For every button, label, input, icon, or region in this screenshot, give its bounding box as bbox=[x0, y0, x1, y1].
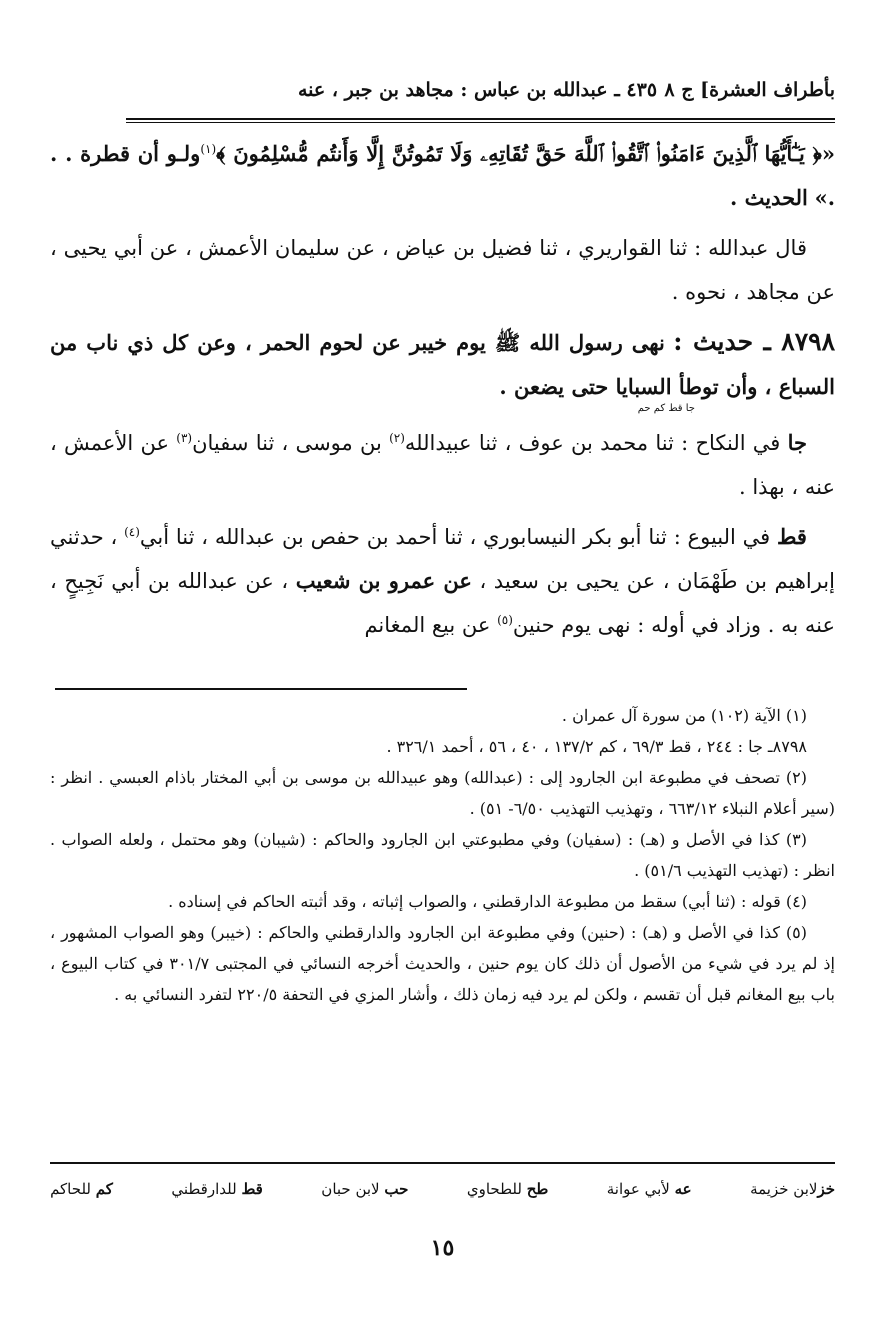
verse-tail: ولـو أن قطرة . . .» bbox=[50, 141, 835, 210]
qt-text-bold: عن عمرو بن شعيب bbox=[295, 568, 472, 593]
header-volume: بأطراف العشرة] ج ٨ bbox=[664, 79, 835, 101]
legend-rule bbox=[50, 1162, 835, 1164]
abbreviation-legend bbox=[50, 1180, 835, 1198]
footnotes bbox=[50, 700, 835, 1010]
footnote-sources: ٨٧٩٨ـ جا : ٢٤٤ ، قط ٦٩/٣ ، كم ١٣٧/٢ ، ٤٠ ، ٥٦ ، أحمد ٣٢٦/١ . bbox=[386, 737, 807, 756]
footnote-ref-2: (٢) bbox=[389, 431, 405, 445]
ja-text-3: عن الأعمش ، عنه ، بهذا . bbox=[50, 431, 835, 499]
legend-item: خزلابن خزيمة bbox=[750, 1180, 835, 1198]
legend-item: كم للحاكم bbox=[50, 1180, 113, 1198]
legend-item: حب لابن حبان bbox=[321, 1180, 409, 1198]
footnote-rule bbox=[55, 688, 467, 690]
footnote-5: (٥) كذا في الأصل و (هـ) : (حنين) وفي مطبوعة ابن الجارود والدارقطني والحاكم : (خيبر) وهو الصواب المشهور ، إذ لم يرد في شيء من الأصول أن ذلك كان يوم حنين ، والحديث أخرجه النسائي في المجتبى ٣٠١/٧ في كتاب البيوع ، باب بيع المغانم قبل أن تقسم ، ولكن لم يرد فيه زمان ذلك ، وأشار المزي في التحفة ٢٢٠/٥ لتفرد النسائي به . bbox=[50, 923, 836, 1004]
qt-text-3: ، عن عبدالله بن أبي نَجِيحٍ ، عنه به . وزاد في أوله : نهى يوم حنين bbox=[50, 569, 835, 637]
ja-text-2: بن موسى ، ثنا سفيان bbox=[192, 431, 382, 455]
legend-item: عه لأبي عوانة bbox=[606, 1180, 692, 1198]
source-code-ja: جا bbox=[787, 430, 807, 455]
hadith-source-codes: جا قط كم حم bbox=[637, 403, 695, 414]
legend-item: طح للطحاوي bbox=[466, 1180, 549, 1198]
footnote-ref-3: (٣) bbox=[176, 431, 193, 445]
header-rule-thin bbox=[126, 122, 835, 123]
page-number: ١٥ bbox=[430, 1235, 455, 1261]
main-text bbox=[50, 132, 835, 653]
footnote-ref-1: (١) bbox=[200, 142, 217, 156]
ja-text-1: في النكاح : ثنا محمد بن عوف ، ثنا عبيدالله bbox=[404, 431, 781, 455]
header-title: ٤٣٥ ـ عبدالله بن عباس : مجاهد بن جبر ، عنه bbox=[297, 79, 658, 101]
running-header bbox=[120, 72, 835, 108]
footnote-4: (٤) قوله : (ثنا أبي) سقط من مطبوعة الدارقطني ، والصواب إثباته ، وقد أثبته الحاكم في إسناده . bbox=[168, 892, 807, 911]
qt-text-4: عن بيع المغانم bbox=[364, 613, 491, 637]
footnote-ref-4: (٤) bbox=[124, 525, 140, 539]
hadith-text: نهى رسول الله ﷺ يوم خيبر عن لحوم الحمر ، وعن كل ذي ناب من السباع ، وأن توطأ السبايا حتى يضعن . bbox=[50, 330, 835, 399]
footnote-ref-5: (٥) bbox=[497, 613, 513, 627]
hadith-end: الحديث . bbox=[729, 185, 808, 210]
footnote-1: (١) الآية (١٠٢) من سورة آل عمران . bbox=[561, 706, 807, 725]
verse-text: «﴿ يَـٰٓأَيُّهَا ٱلَّذِينَ ءَامَنُوا۟ ٱتَّقُوا۟ ٱللَّهَ حَقَّ تُقَاتِهِۦ وَلَا تَمُوتُنَّ إِلَّا وَأَنتُم مُّسْلِمُونَ ﴾ bbox=[216, 141, 835, 166]
hadith-number: ٨٧٩٨ ـ حديث : bbox=[673, 327, 835, 356]
legend-item: قط للدارقطني bbox=[171, 1180, 263, 1198]
footnote-3: (٣) كذا في الأصل و (هـ) : (سفيان) وفي مطبوعتي ابن الجارود والحاكم : (شيبان) وهو محتمل ، ولعله الصواب . انظر : (تهذيب التهذيب ٥١/٦) . bbox=[50, 830, 835, 880]
isnad-qt bbox=[50, 515, 835, 647]
qt-text-1: في البيوع : ثنا أبو بكر النيسابوري ، ثنا أحمد بن حفص بن عبدالله ، ثنا أبي bbox=[139, 525, 771, 549]
source-code-qt: قط bbox=[776, 524, 807, 549]
quran-verse bbox=[50, 132, 835, 220]
isnad-abdullah: قال عبدالله : ثنا القواريري ، ثنا فضيل بن عياض ، عن سليمان الأعمش ، عن أبي يحيى ، عن مجاهد ، نحوه . bbox=[50, 236, 835, 304]
isnad-ja bbox=[50, 421, 835, 509]
footnote-2: (٢) تصحف في مطبوعة ابن الجارود إلى : (عبدالله) وهو عبيدالله بن موسى بن أبي المختار باذام العبسي . انظر : (سير أعلام النبلاء ٦٦٣/١٢ ، وتهذيب التهذيب ٦/٥٠- ٥١) . bbox=[50, 768, 835, 818]
qt-text-2: ، حدثني إبراهيم بن طَهْمَان ، عن يحيى بن سعيد ، bbox=[50, 525, 835, 593]
hadith-entry bbox=[50, 320, 835, 415]
header-rule bbox=[126, 118, 835, 120]
